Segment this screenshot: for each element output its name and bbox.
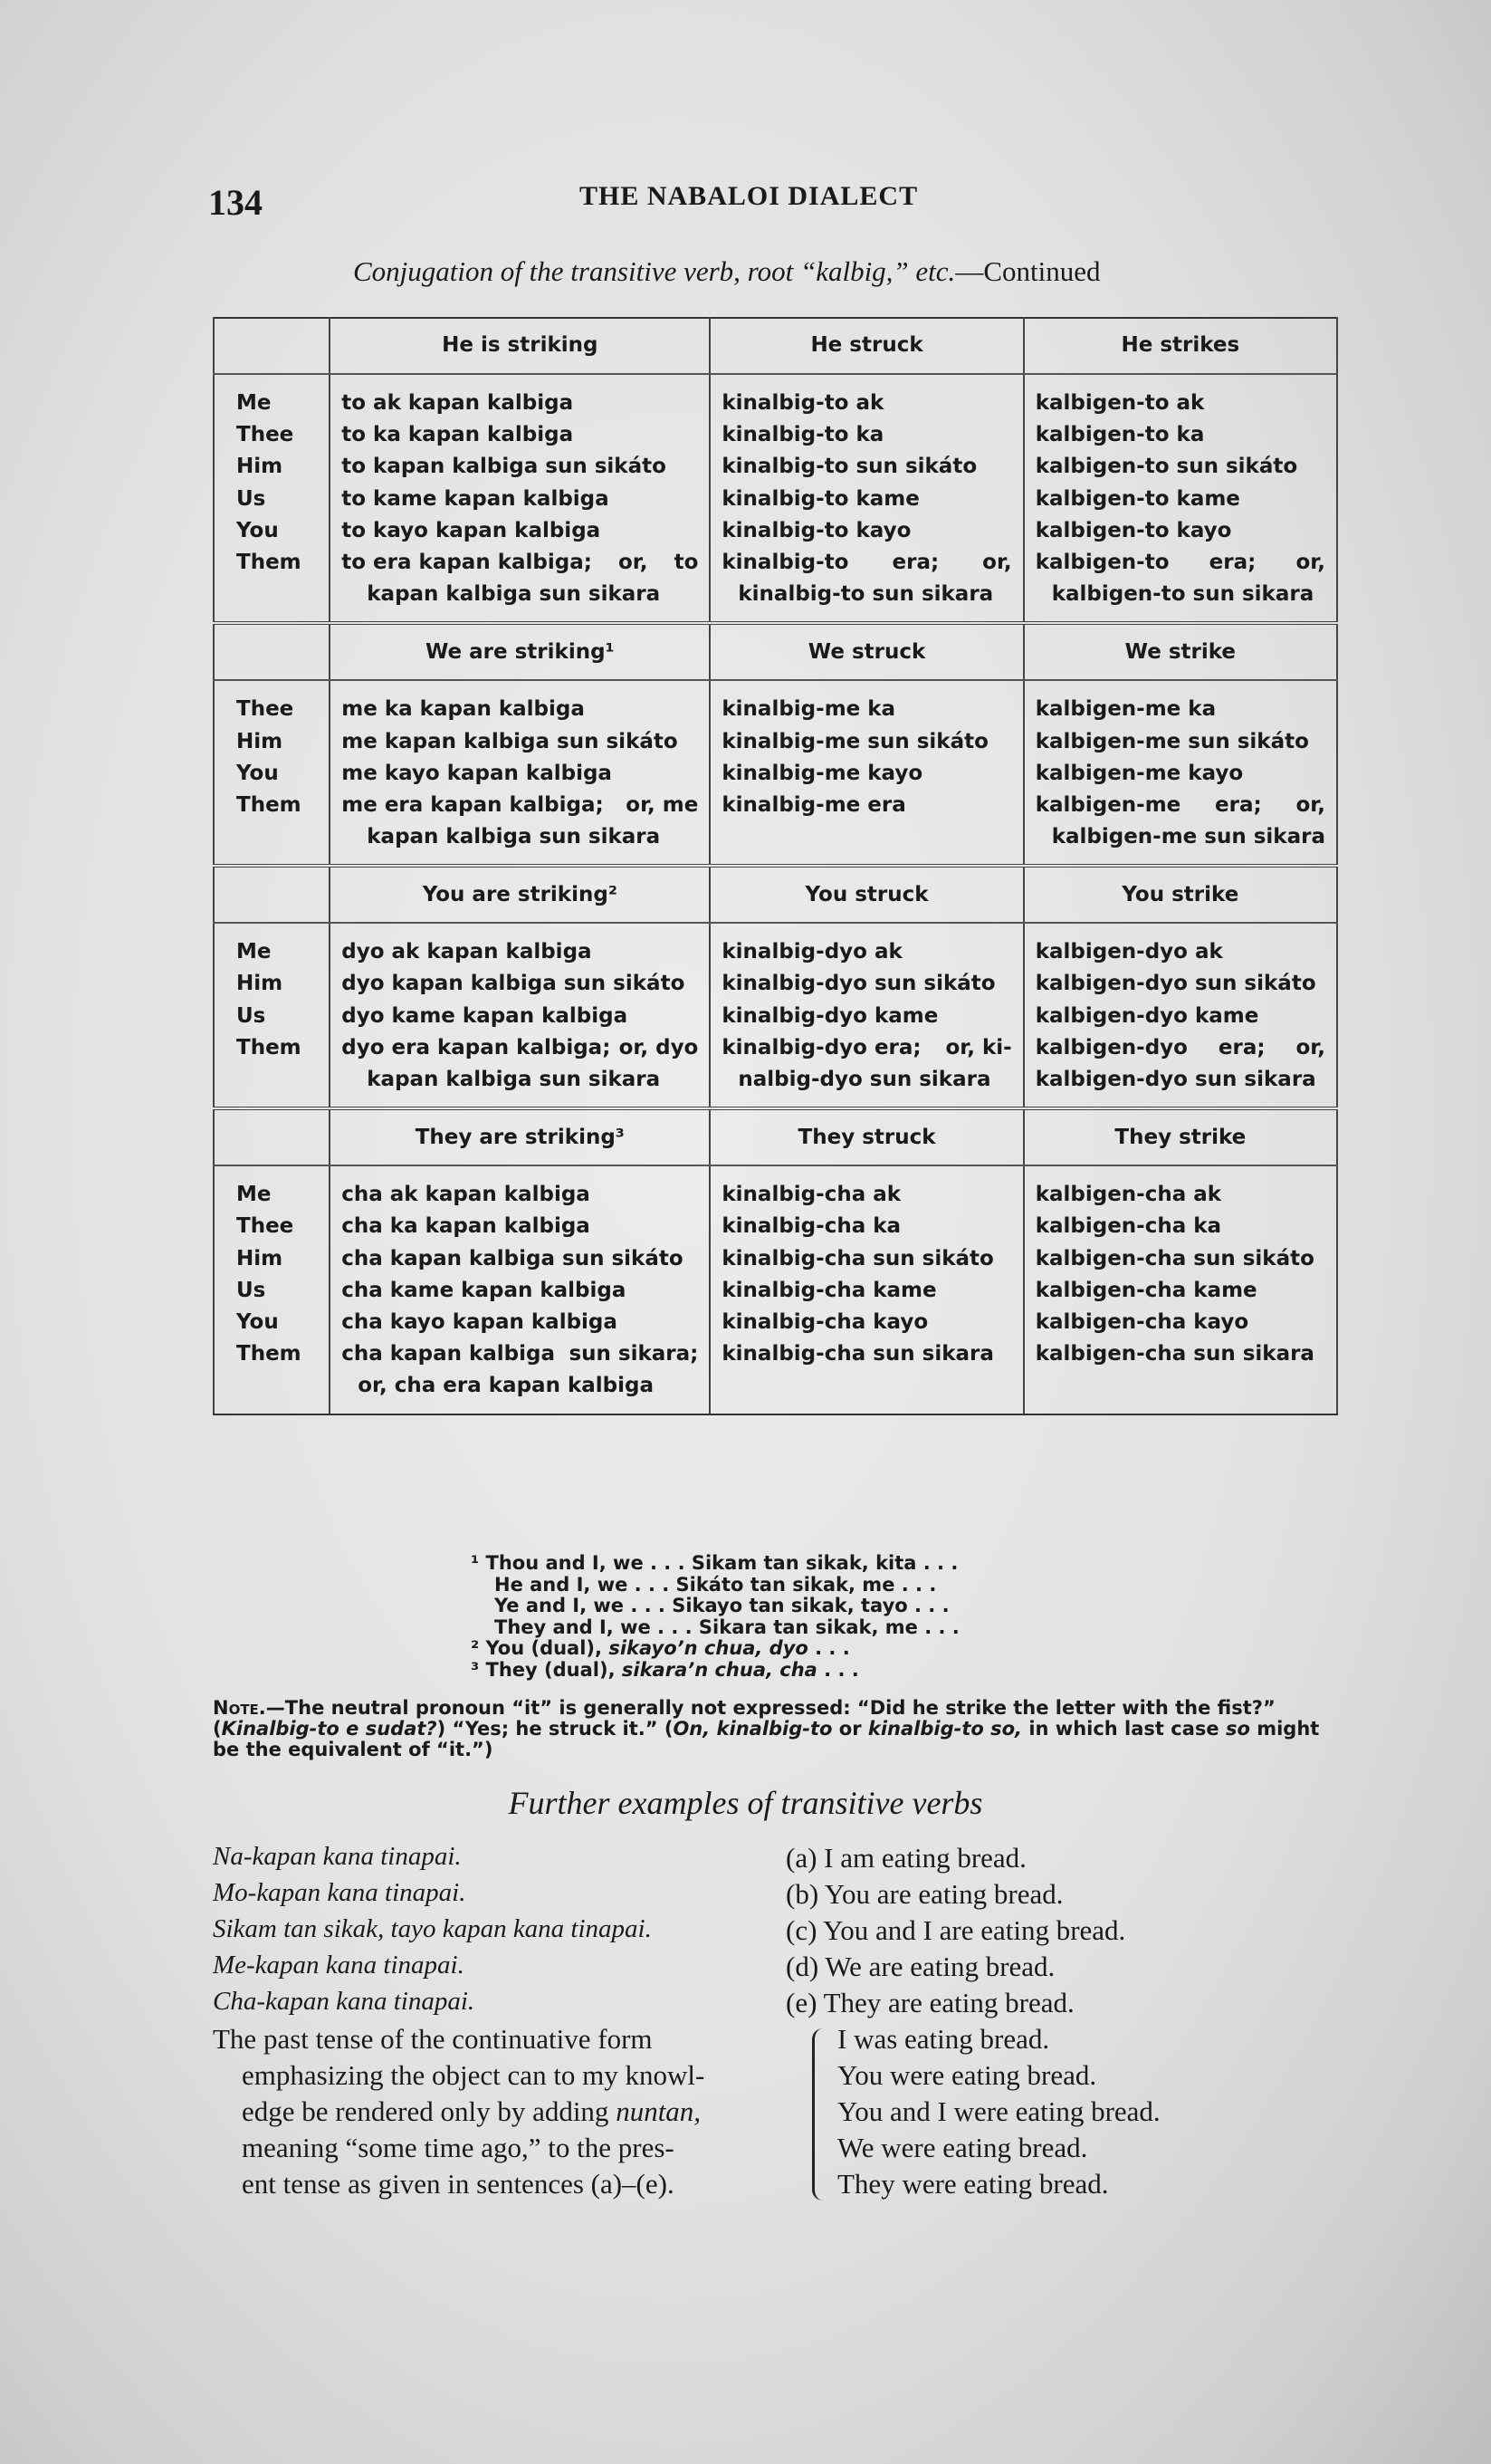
pronoun: Them bbox=[236, 550, 301, 574]
cell-text: kapan kalbiga sun sikara bbox=[367, 825, 661, 849]
note-text: or bbox=[832, 1718, 868, 1740]
paragraph-line: ent tense as given in sentences (a)–(e). bbox=[242, 2168, 674, 2200]
cell-text: kalbigen-cha kame bbox=[1035, 1278, 1257, 1302]
cell-text bbox=[341, 1338, 698, 1370]
cell-word: or, bbox=[1295, 550, 1325, 574]
cell-text: kalbigen-me ka bbox=[1035, 697, 1217, 722]
footnote-line bbox=[471, 1638, 960, 1660]
translation: (d) We are eating bread. bbox=[786, 1951, 1056, 1982]
cell-word: or, ki- bbox=[945, 1035, 1012, 1059]
cell-word: kinalbig-dyo era; bbox=[722, 1035, 922, 1059]
col-header: He struck bbox=[710, 318, 1023, 374]
cell-text: kinalbig-cha kayo bbox=[722, 1309, 929, 1334]
col-header: You strike bbox=[1024, 866, 1337, 923]
footnote-text: ² You (dual), bbox=[471, 1637, 603, 1660]
section-title: Further examples of transitive verbs bbox=[508, 1785, 983, 1821]
col-header: We are striking¹ bbox=[330, 623, 710, 680]
example-sentence: Sikam tan sikak, tayo kapan kana tinapai. bbox=[213, 1914, 652, 1943]
caption-suffix: —Continued bbox=[955, 255, 1101, 287]
pronoun: Thee bbox=[236, 1214, 294, 1239]
cell-word: era; bbox=[892, 550, 940, 574]
table-row bbox=[214, 923, 1337, 1108]
pronoun: Me bbox=[236, 940, 272, 964]
table-header-row bbox=[214, 623, 1337, 680]
translation: (b) You are eating bread. bbox=[786, 1878, 1064, 1910]
cell-text: kinalbig-cha ka bbox=[722, 1214, 902, 1239]
cell-text bbox=[1036, 1032, 1325, 1064]
cell-text: kinalbig-me ka bbox=[722, 697, 896, 722]
cell-text: kinalbig-to kame bbox=[722, 486, 920, 511]
cell-text: kinalbig-dyo sun sikáto bbox=[722, 972, 996, 996]
cell-text: kalbigen-to ka bbox=[1035, 423, 1205, 447]
cell-text: kinalbig-me sun sikáto bbox=[722, 729, 989, 753]
footnotes bbox=[471, 1553, 960, 1681]
cell-text: kalbigen-cha ak bbox=[1035, 1183, 1222, 1207]
note-italic: so bbox=[1225, 1718, 1250, 1740]
pronoun: Us bbox=[236, 1278, 266, 1302]
cell-word: me era kapan kalbiga; bbox=[341, 792, 604, 817]
cell-text: kalbigen-dyo ak bbox=[1035, 940, 1223, 964]
translation: You were eating bread. bbox=[837, 2059, 1097, 2091]
cell-word: or, bbox=[982, 550, 1012, 574]
footnote-line bbox=[471, 1660, 960, 1682]
pronoun: Him bbox=[236, 972, 283, 996]
cell-text: cha kapan kalbiga sun sikáto bbox=[341, 1246, 683, 1270]
caption-italic: Conjugation of the transitive verb, root “kalbig,” etc. bbox=[353, 255, 956, 287]
cell-text: to ka kapan kalbiga bbox=[341, 423, 574, 447]
cell-text: kinalbig-to kayo bbox=[722, 518, 912, 542]
pronoun: Thee bbox=[236, 697, 294, 722]
pronoun: You bbox=[236, 1309, 279, 1334]
cell-text: me ka kapan kalbiga bbox=[341, 697, 585, 722]
cell-text: kinalbig-to ka bbox=[722, 423, 884, 447]
cell-text: kalbigen-me sun sikáto bbox=[1035, 729, 1309, 753]
paragraph-line bbox=[213, 2094, 756, 2130]
cell-text: kalbigen-to sun sikara bbox=[1051, 582, 1314, 607]
note-italic: On, kinalbig-to bbox=[673, 1718, 833, 1740]
cell-word: cha kapan kalbiga bbox=[341, 1342, 555, 1366]
cell-text: or, cha era kapan kalbiga bbox=[358, 1374, 654, 1398]
cell-text: me kapan kalbiga sun sikáto bbox=[341, 729, 678, 753]
note-text: —The neutral pronoun “it” is generally not expressed: “Did he strike the letter with the fist?” ( bbox=[213, 1697, 1276, 1740]
note-text: ) “Yes; he struck it.” ( bbox=[436, 1718, 674, 1740]
pronoun: Them bbox=[236, 792, 301, 817]
cell-text: kalbigen-to kame bbox=[1035, 486, 1240, 511]
col-header: We strike bbox=[1024, 623, 1337, 680]
note-text: might be the equivalent of “it.”) bbox=[213, 1718, 1320, 1761]
cell-text: kinalbig-to sun sikara bbox=[738, 582, 994, 607]
footnote-line: He and I, we . . . Sikáto tan sikak, me . . . bbox=[494, 1573, 937, 1596]
cell-text: nalbig-dyo sun sikara bbox=[738, 1068, 991, 1091]
footnote-text: . . . bbox=[824, 1658, 859, 1681]
table-row bbox=[214, 1165, 1337, 1414]
example-sentence: Me-kapan kana tinapai. bbox=[213, 1951, 464, 1980]
pronoun: Thee bbox=[236, 423, 294, 447]
cell-text: kinalbig-to sun sikáto bbox=[722, 455, 978, 479]
cell-word: kalbigen-to bbox=[1035, 550, 1170, 574]
cell-word: kalbigen-dyo bbox=[1035, 1035, 1188, 1059]
col-header: You are striking² bbox=[330, 866, 710, 923]
cell-word: to bbox=[674, 550, 699, 574]
table-header-row bbox=[214, 866, 1337, 923]
cell-text: kinalbig-cha ak bbox=[722, 1183, 902, 1207]
past-tense-paragraph bbox=[213, 2021, 756, 2202]
cell-text: cha kame kapan kalbiga bbox=[341, 1278, 626, 1302]
past-tense-translations bbox=[837, 2021, 1161, 2202]
pronoun: Them bbox=[236, 1035, 301, 1059]
cell-word: kinalbig-to bbox=[722, 550, 849, 574]
note-italic: Kinalbig-to e sudat? bbox=[221, 1718, 437, 1740]
cell-text: kalbigen-me kayo bbox=[1035, 761, 1244, 785]
cell-text: cha ka kapan kalbiga bbox=[341, 1214, 590, 1239]
cell-word: era; bbox=[1215, 792, 1262, 817]
cell-text: kalbigen-dyo kame bbox=[1035, 1003, 1259, 1028]
table-header-row bbox=[214, 318, 1337, 374]
translation: You and I were eating bread. bbox=[837, 2095, 1161, 2127]
cell-text: kinalbig-me era bbox=[722, 792, 906, 817]
cell-text: kalbigen-cha kayo bbox=[1035, 1309, 1249, 1334]
example-sentence: Cha-kapan kana tinapai. bbox=[213, 1987, 475, 2016]
brace-bracket bbox=[812, 2028, 827, 2200]
cell-word: to era kapan kalbiga; bbox=[341, 550, 592, 574]
pronoun: You bbox=[236, 761, 279, 785]
translation: They were eating bread. bbox=[837, 2168, 1109, 2200]
cell-text: dyo ak kapan kalbiga bbox=[341, 940, 592, 964]
running-title: THE NABALOI DIALECT bbox=[579, 181, 919, 211]
col-header: He strikes bbox=[1024, 318, 1337, 374]
cell-text bbox=[1036, 547, 1325, 579]
paragraph-italic: nuntan, bbox=[616, 2095, 702, 2127]
pronoun: Him bbox=[236, 455, 283, 479]
pronoun: Him bbox=[236, 1246, 283, 1270]
pronoun: Him bbox=[236, 729, 283, 753]
cell-word: or, me bbox=[626, 792, 699, 817]
cell-text: cha ak kapan kalbiga bbox=[341, 1183, 590, 1207]
paragraph-line: meaning “some time ago,” to the pres- bbox=[242, 2132, 674, 2163]
cell-text: kinalbig-dyo ak bbox=[722, 940, 903, 964]
paragraph-line: emphasizing the object can to my knowl- bbox=[242, 2059, 705, 2091]
cell-word: era; bbox=[1218, 1035, 1266, 1059]
translation: I was eating bread. bbox=[837, 2023, 1050, 2055]
cell-word: or, bbox=[618, 550, 648, 574]
paragraph-line: The past tense of the continuative form bbox=[213, 2023, 653, 2055]
cell-word: or, bbox=[1295, 1035, 1325, 1059]
cell-text: to kame kapan kalbiga bbox=[341, 486, 609, 511]
page-number: 134 bbox=[208, 182, 263, 223]
cell-text bbox=[341, 790, 698, 821]
note-paragraph bbox=[213, 1698, 1344, 1760]
translation: (e) They are eating bread. bbox=[786, 1987, 1075, 2018]
cell-text: kalbigen-to kayo bbox=[1035, 518, 1232, 542]
cell-text: kinalbig-cha sun sikara bbox=[722, 1342, 994, 1366]
pronoun: Us bbox=[236, 1003, 266, 1028]
example-sentence: Na-kapan kana tinapai. bbox=[213, 1842, 462, 1871]
cell-text: dyo kame kapan kalbiga bbox=[341, 1003, 628, 1028]
paragraph-text: edge be rendered only by adding bbox=[242, 2095, 609, 2127]
cell-text: me kayo kapan kalbiga bbox=[341, 761, 612, 785]
cell-text: kalbigen-cha sun sikara bbox=[1035, 1342, 1314, 1366]
pronoun: Me bbox=[236, 1183, 272, 1207]
cell-text: kalbigen-to sun sikáto bbox=[1035, 455, 1298, 479]
cell-text: cha kayo kapan kalbiga bbox=[341, 1309, 617, 1334]
cell-text: to kapan kalbiga sun sikáto bbox=[341, 455, 666, 479]
cell-text: dyo kapan kalbiga sun sikáto bbox=[341, 972, 685, 996]
cell-text bbox=[722, 547, 1011, 579]
col-header: You struck bbox=[710, 866, 1023, 923]
cell-word: sun sikara; bbox=[569, 1342, 699, 1366]
cell-text: kalbigen-cha ka bbox=[1035, 1214, 1222, 1239]
cell-text: kinalbig-me kayo bbox=[722, 761, 923, 785]
col-header: He is striking bbox=[330, 318, 710, 374]
cell-text: kalbigen-dyo sun sikáto bbox=[1035, 972, 1316, 996]
cell-text bbox=[722, 1032, 1011, 1064]
pronoun: Us bbox=[236, 486, 266, 511]
footnote-text: . . . bbox=[815, 1637, 850, 1660]
cell-text: kalbigen-cha sun sikáto bbox=[1035, 1246, 1314, 1270]
english-translations bbox=[786, 1840, 1125, 2021]
col-header: They struck bbox=[710, 1108, 1023, 1165]
cell-text: kapan kalbiga sun sikara bbox=[367, 582, 661, 607]
footnote-italic: sikayo’n chua, dyo bbox=[608, 1637, 808, 1660]
cell-word: or, bbox=[1295, 792, 1325, 817]
nabaloi-examples bbox=[213, 1838, 652, 2019]
table-caption bbox=[353, 255, 1100, 288]
table-row bbox=[214, 374, 1337, 623]
cell-text: to ak kapan kalbiga bbox=[341, 391, 574, 415]
footnote-line: Ye and I, we . . . Sikayo tan sikak, tayo . . . bbox=[494, 1595, 950, 1617]
cell-text bbox=[341, 1032, 698, 1064]
cell-word: or, dyo bbox=[618, 1035, 699, 1059]
translation: (a) I am eating bread. bbox=[786, 1842, 1027, 1874]
cell-text: to kayo kapan kalbiga bbox=[341, 518, 601, 542]
cell-text: kapan kalbiga sun sikara bbox=[367, 1068, 661, 1091]
table-header-row bbox=[214, 1108, 1337, 1165]
note-label: Note. bbox=[213, 1697, 266, 1719]
translation: We were eating bread. bbox=[837, 2132, 1088, 2163]
pronoun: You bbox=[236, 518, 279, 542]
cell-text: kalbigen-dyo sun sikara bbox=[1035, 1068, 1316, 1091]
example-sentence: Mo-kapan kana tinapai. bbox=[213, 1878, 466, 1907]
conjugation-table bbox=[213, 317, 1338, 1415]
cell-text: kinalbig-to ak bbox=[722, 391, 884, 415]
translation: (c) You and I are eating bread. bbox=[786, 1914, 1126, 1946]
cell-text: kalbigen-me sun sikara bbox=[1051, 825, 1325, 849]
cell-text bbox=[1036, 790, 1325, 821]
cell-word: era; bbox=[1209, 550, 1257, 574]
footnote-text: ³ They (dual), bbox=[471, 1658, 616, 1681]
col-header: We struck bbox=[710, 623, 1023, 680]
cell-text bbox=[341, 547, 698, 579]
cell-text: kalbigen-to ak bbox=[1035, 391, 1205, 415]
col-header: They strike bbox=[1024, 1108, 1337, 1165]
footnote-italic: sikara’n chua, cha bbox=[621, 1658, 817, 1681]
note-text: in which last case bbox=[1022, 1718, 1226, 1740]
note-italic: kinalbig-to so, bbox=[867, 1718, 1023, 1740]
col-header: They are striking³ bbox=[330, 1108, 710, 1165]
cell-text: kinalbig-cha sun sikáto bbox=[722, 1246, 994, 1270]
table-row bbox=[214, 680, 1337, 866]
pronoun: Me bbox=[236, 391, 272, 415]
cell-text: kinalbig-dyo kame bbox=[722, 1003, 939, 1028]
cell-text: kinalbig-cha kame bbox=[722, 1278, 937, 1302]
footnote-line: ¹ Thou and I, we . . . Sikam tan sikak, kita . . . bbox=[471, 1552, 959, 1574]
cell-word: kalbigen-me bbox=[1035, 792, 1181, 817]
footnote-line: They and I, we . . . Sikara tan sikak, me . . . bbox=[494, 1616, 960, 1638]
cell-word: dyo era kapan kalbiga; bbox=[341, 1035, 611, 1059]
pronoun: Them bbox=[236, 1342, 301, 1366]
